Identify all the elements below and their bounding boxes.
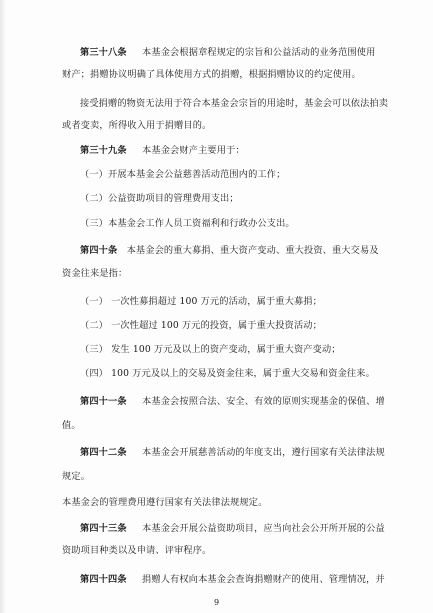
line-text: 财产；捐赠协议明确了具体使用方式的捐赠，根据捐赠协议的约定使用。 (62, 69, 361, 80)
text-line (62, 545, 211, 557)
page-edge-shadow (0, 0, 6, 613)
text-line (80, 296, 322, 308)
line-text: 接受捐赠的物资无法用于符合本基金会宗旨的用途时，基金会可以依法拍卖 (80, 98, 389, 109)
article-text: 本基金会根据章程规定的宗旨和公益活动的业务范围使用 (142, 47, 376, 58)
line-text: （三）本基金会工作人员工资福利和行政办公支出。 (80, 218, 295, 229)
line-text: （三） 发生 100 万元及以上的资产变动，属于重大资产变动； (80, 344, 341, 355)
text-line (80, 368, 375, 380)
text-line (80, 523, 385, 535)
article-heading: 第四十一条 (80, 396, 127, 407)
article-heading: 第四十二条 (80, 447, 127, 458)
line-text: 值。 (62, 420, 81, 431)
text-line (62, 497, 267, 509)
text-line (80, 320, 322, 332)
line-text: （二）公益资助项目的管理费用支出； (80, 193, 239, 204)
text-line (62, 69, 361, 81)
text-line (80, 574, 385, 586)
line-text: 资金往来是指： (62, 268, 128, 279)
text-line (80, 193, 239, 205)
text-line (62, 420, 81, 432)
line-text: 本基金会的管理费用遵行国家有关法律法规规定。 (62, 497, 268, 508)
text-line (80, 344, 341, 356)
article-text: 本基金会财产主要用于： (142, 145, 245, 156)
line-text: （一）开展本基金会公益慈善活动范围内的工作； (80, 169, 286, 180)
article-text: 本基金会开展慈善活动的年度支出，遵行国家有关法律法规 (142, 447, 385, 458)
text-line (80, 169, 285, 181)
text-line (80, 145, 245, 157)
line-text: （四） 100 万元及以上的交易及资金往来，属于重大交易和资金往来。 (80, 368, 375, 379)
text-line (80, 447, 385, 459)
article-heading: 第四十条 (80, 245, 118, 256)
article-heading: 第三十八条 (80, 47, 127, 58)
article-text: 本基金会按照合法、安全、有效的原则实现基金的保值、增 (142, 396, 385, 407)
text-line (80, 245, 379, 257)
text-line (80, 218, 295, 230)
text-line (80, 396, 385, 408)
line-text: 或者变卖，所得收入用于捐赠目的。 (62, 120, 212, 131)
article-heading: 第三十九条 (80, 145, 127, 156)
text-line (62, 120, 211, 132)
line-text: （二） 一次性超过 100 万元的投资，属于重大投资活动； (80, 320, 322, 331)
text-line (80, 98, 388, 110)
line-text: （一） 一次性募捐超过 100 万元的活动，属于重大募捐； (80, 296, 322, 307)
article-text: 本基金会的重大募捐、重大资产变动、重大投资、重大交易及 (126, 245, 379, 256)
text-line (62, 471, 90, 483)
text-line (80, 47, 375, 59)
article-text: 本基金会开展公益资助项目，应当向社会公开所开展的公益 (142, 523, 385, 534)
article-heading: 第四十三条 (80, 523, 127, 534)
article-text: 捐赠人有权向本基金会查询捐赠财产的使用、管理情况，并 (142, 574, 385, 585)
line-text: 规定。 (62, 471, 91, 482)
text-line (62, 268, 127, 280)
article-heading: 第四十四条 (80, 574, 127, 585)
page-number: 9 (213, 598, 220, 607)
line-text: 资助项目种类以及申请、评审程序。 (62, 545, 212, 556)
